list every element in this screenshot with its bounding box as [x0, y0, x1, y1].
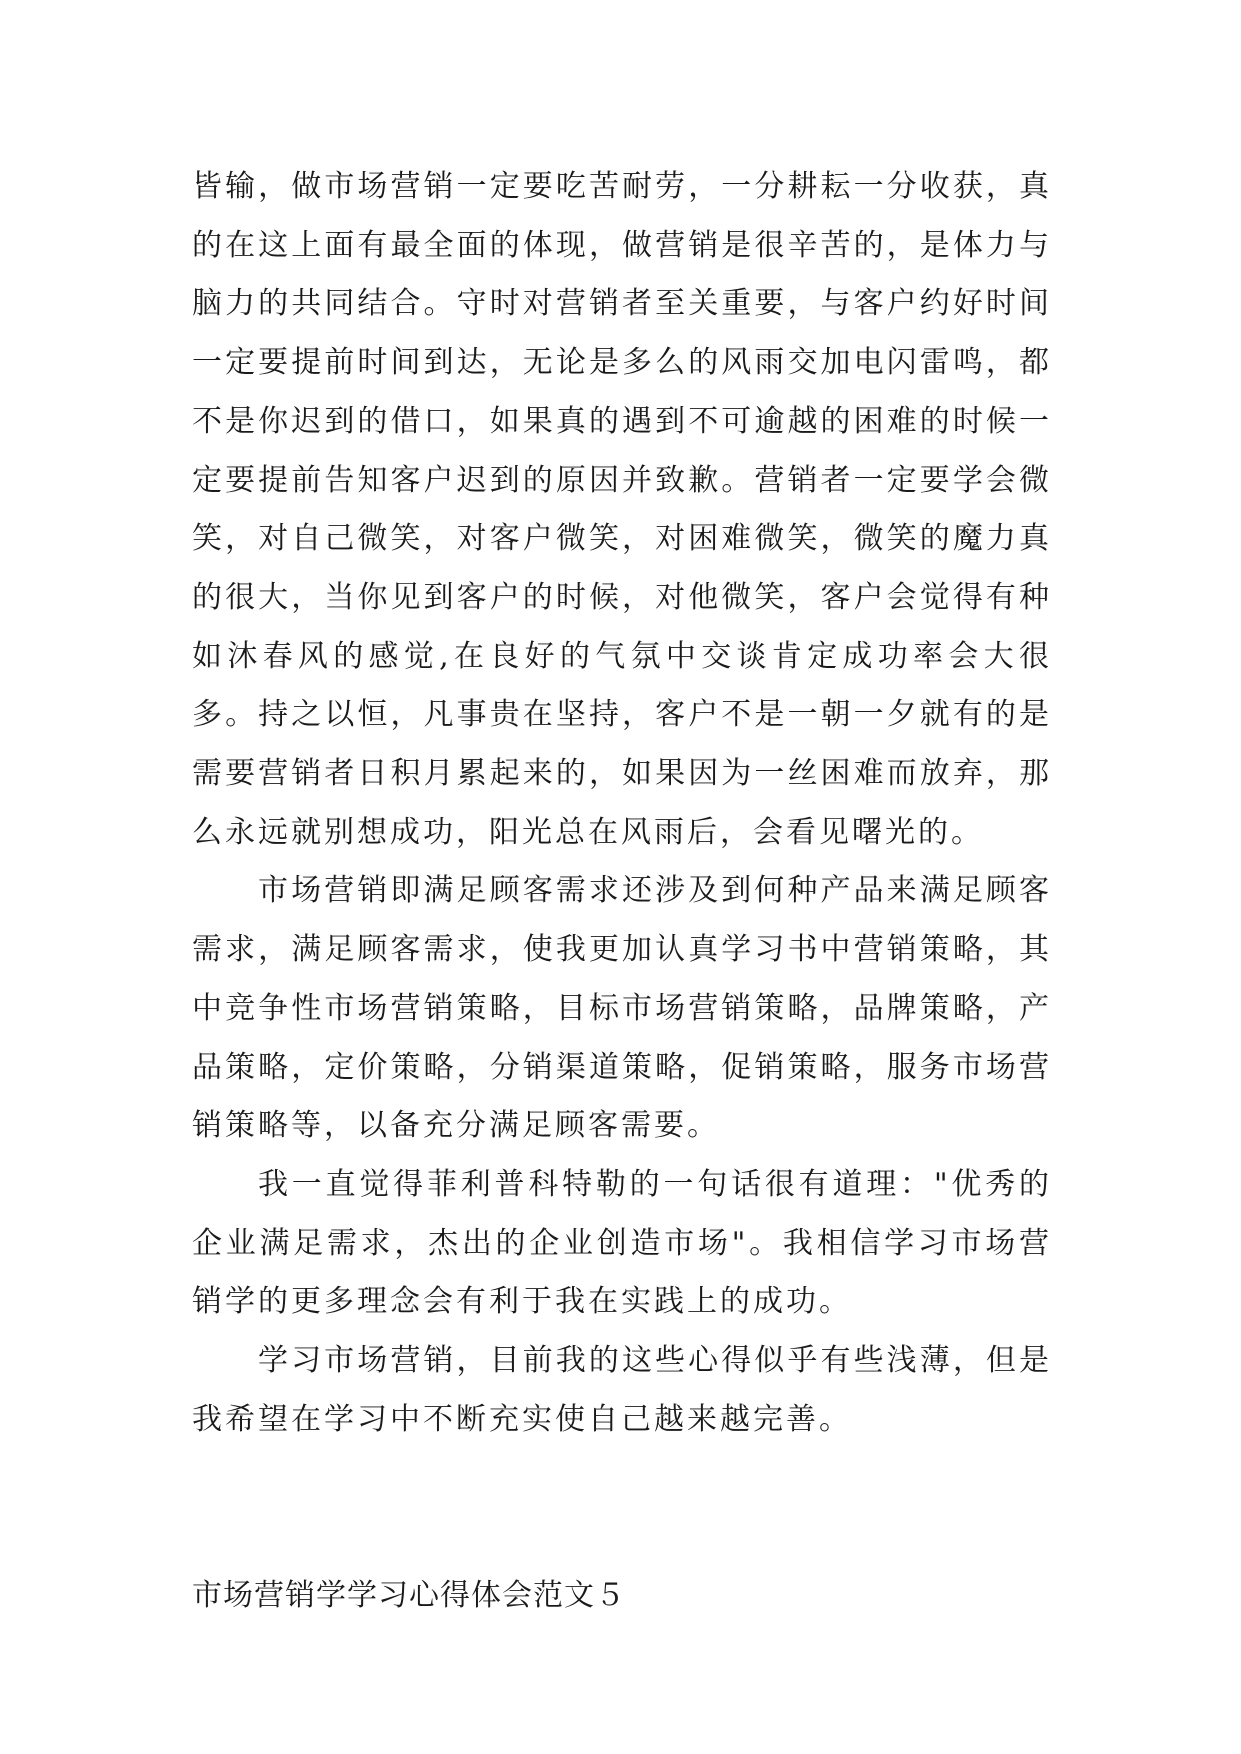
- section-heading: 市场营销学学习心得体会范文５: [192, 1578, 626, 1614]
- paragraph-4: 学习市场营销，目前我的这些心得似乎有些浅薄，但是我希望在学习中不断充实使自己越来越完善。: [192, 1343, 1052, 1437]
- document-body: [192, 158, 1052, 1626]
- paragraph-2: 市场营销即满足顾客需求还涉及到何种产品来满足顾客需求，满足顾客需求，使我更加认真学习书中营销策略，其中竞争性市场营销策略，目标市场营销策略，品牌策略，产品策略，定价策略，分销渠道策略，促销策略，服务市场营销策略等，以备充分满足顾客需要。: [192, 873, 1052, 1144]
- paragraph-1: 皆输，做市场营销一定要吃苦耐劳，一分耕耘一分收获，真的在这上面有最全面的体现，做营销是很辛苦的，是体力与脑力的共同结合。守时对营销者至关重要，与客户约好时间一定要提前时间到达，无论是多么的风雨交加电闪雷鸣，都不是你迟到的借口，如果真的遇到不可逾越的困难的时候一定要提前告知客户迟到的原因并致歉。营销者一定要学会微笑，对自己微笑，对客户微笑，对困难微笑，微笑的魔力真的很大，当你见到客户的时候，对他微笑，客户会觉得有种如沐春风的感觉,在良好的气氛中交谈肯定成功率会大很多。持之以恒，凡事贵在坚持，客户不是一朝一夕就有的是需要营销者日积月累起来的，如果因为一丝困难而放弃，那么永远就别想成功，阳光总在风雨后，会看见曙光的。: [192, 169, 1052, 850]
- paragraph-3: 我一直觉得菲利普科特勒的一句话很有道理："优秀的企业满足需求，杰出的企业创造市场"。我相信学习市场营销学的更多理念会有利于我在实践上的成功。: [192, 1166, 1052, 1320]
